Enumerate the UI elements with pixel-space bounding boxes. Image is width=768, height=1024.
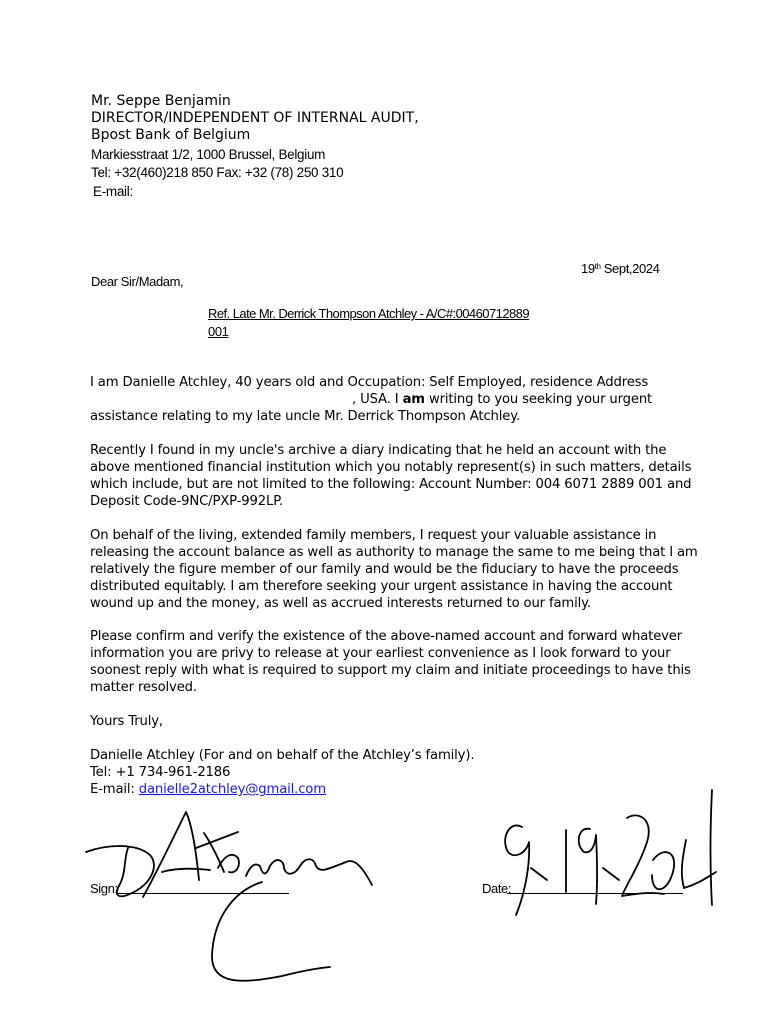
paragraph-2-line: Deposit Code-9NC/PXP-992LP. xyxy=(90,494,283,509)
paragraph-3-line: On behalf of the living, extended family members, I request your valuable assistance in xyxy=(90,528,657,543)
recipient-address: Markiesstraat 1/2, 1000 Brussel, Belgium xyxy=(91,147,326,162)
sign-label: Sign: xyxy=(90,881,118,896)
date-label: Date: xyxy=(482,881,512,896)
reference-line-1: Ref. Late Mr. Derrick Thompson Atchley - A/C#:00460712889 xyxy=(208,306,530,321)
paragraph-4-line: Please confirm and verify the existence of the above-named account and forward whatever xyxy=(90,629,683,644)
paragraph-3-line: relatively the figure member of our family and would be the fiduciary to have the proceeds xyxy=(90,562,679,577)
recipient-phone-fax: Tel: +32(460)218 850 Fax: +32 (78) 250 310 xyxy=(91,165,344,180)
paragraph-4-line: matter resolved. xyxy=(90,680,197,695)
closing: Yours Truly, xyxy=(90,714,163,729)
paragraph-3-line: wound up and the money, as well as accrued interests returned to our family. xyxy=(90,596,591,611)
letter-date: 19th Sept,2024 xyxy=(581,261,660,276)
paragraph-2-line: which include, but are not limited to the following: Account Number: 004 6071 2889 001 and xyxy=(90,477,692,492)
salutation: Dear Sir/Madam, xyxy=(91,274,184,289)
paragraph-1-line-1: I am Danielle Atchley, 40 years old and Occupation: Self Employed, residence Address xyxy=(90,375,649,390)
recipient-name: Mr. Seppe Benjamin xyxy=(91,93,231,109)
sender-tel: Tel: +1 734-961-2186 xyxy=(90,765,231,780)
recipient-institution: Bpost Bank of Belgium xyxy=(91,127,251,143)
recipient-email-label: E-mail: xyxy=(93,184,133,199)
paragraph-2-line: above mentioned financial institution which you notably represent(s) in such matters, details xyxy=(90,460,692,475)
paragraph-1-line-3: assistance relating to my late uncle Mr. Derrick Thompson Atchley. xyxy=(90,409,521,424)
sender-email-link[interactable]: danielle2atchley@gmail.com xyxy=(138,782,326,797)
paragraph-4-line: information you are privy to release at your earliest convenience as I look forward to your xyxy=(90,646,671,661)
paragraph-1-line-2: , USA. I am writing to you seeking your urgent xyxy=(352,392,653,407)
reference-line-2: 001 xyxy=(208,324,229,339)
sender-line: Danielle Atchley (For and on behalf of the Atchley’s family). xyxy=(90,748,475,763)
recipient-title: DIRECTOR/INDEPENDENT OF INTERNAL AUDIT, xyxy=(91,110,419,126)
paragraph-2-line: Recently I found in my uncle's archive a diary indicating that he held an account with the xyxy=(90,443,667,458)
paragraph-4-line: soonest reply with what is required to support my claim and initiate proceedings to have this xyxy=(90,663,691,678)
sender-email: E-mail: danielle2atchley@gmail.com xyxy=(90,782,326,797)
paragraph-3-line: releasing the account balance as well as authority to manage the same to me being that I am xyxy=(90,545,698,560)
paragraph-3-line: distributed equitably. I am therefore seeking your urgent assistance in having the account xyxy=(90,579,673,594)
